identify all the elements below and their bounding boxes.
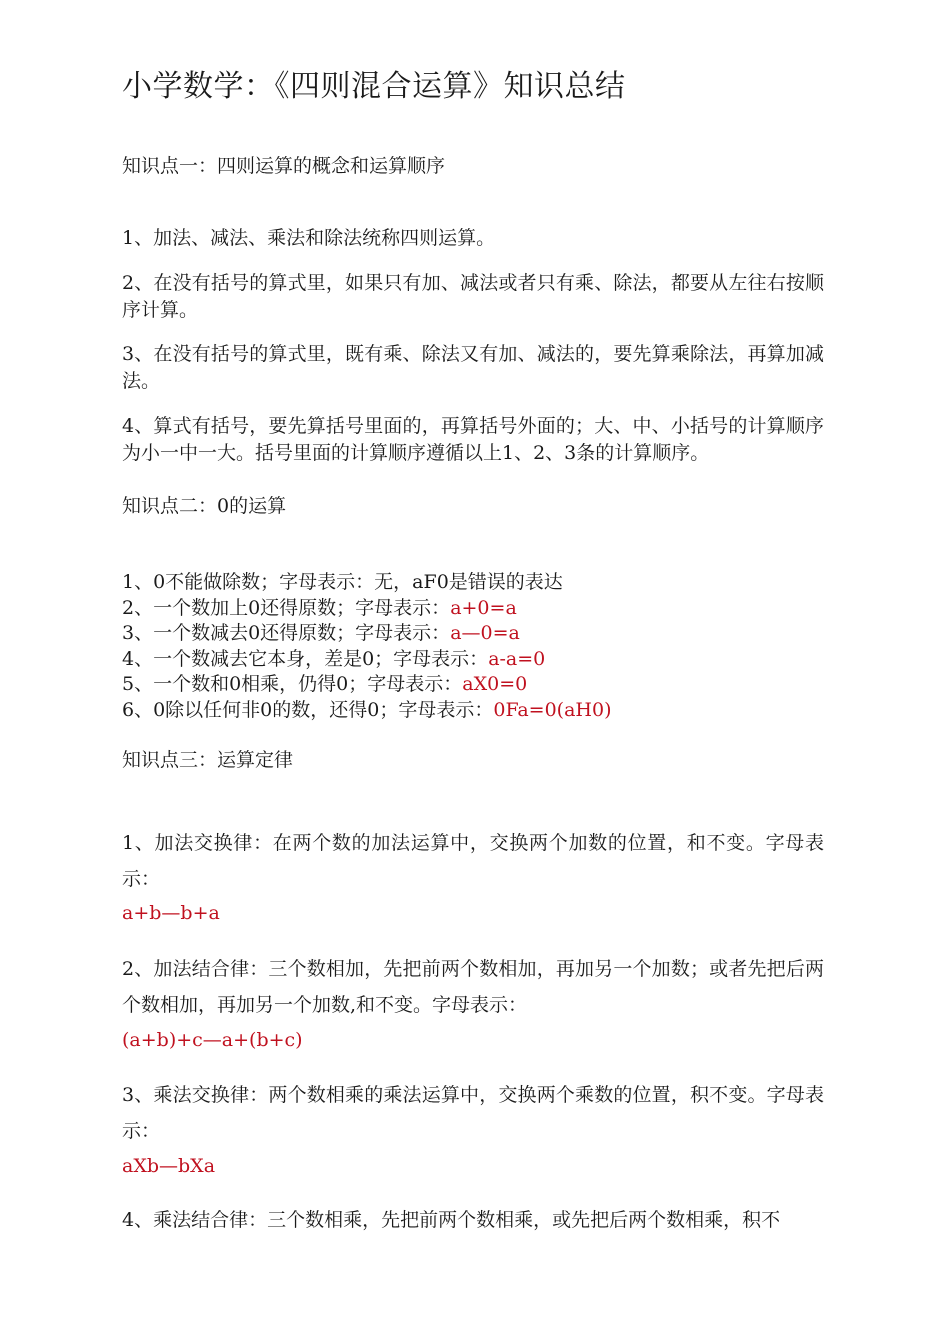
section3-item-2-formula: (a+b)+c—a+(b+c) <box>122 1029 303 1051</box>
section-heading-3: 知识点三：运算定律 <box>122 749 294 771</box>
section3-item-3-formula: aXb—bXa <box>122 1155 216 1177</box>
section2-item-1 <box>122 569 563 595</box>
section2-item-2 <box>122 595 517 621</box>
item-formula: a—0=a <box>450 622 520 644</box>
item-text: 4、一个数减去它本身，差是0；字母表示： <box>122 648 489 670</box>
section1-item-1: 1、加法、减法、乘法和除法统称四则运算。 <box>122 227 496 249</box>
page-title: 小学数学：《四则混合运算》知识总结 <box>122 69 626 104</box>
section3-item-1-text: 1、加法交换律：在两个数的加法运算中，交换两个加数的位置，和不变。字母表示： <box>122 832 824 890</box>
item-formula: a+0=a <box>450 597 517 619</box>
section-heading-2: 知识点二：0的运算 <box>122 495 287 517</box>
section3-item-3-text: 3、乘法交换律：两个数相乘的乘法运算中，交换两个乘数的位置，积不变。字母表示： <box>122 1084 824 1142</box>
item-text: 1、0不能做除数；字母表示：无，aF0是错误的表达 <box>122 571 563 593</box>
section2-item-4 <box>122 646 545 672</box>
item-formula: aX0=0 <box>462 673 528 695</box>
item-formula: 0Fa=0(aH0) <box>493 699 612 721</box>
section1-item-4: 4、算式有括号，要先算括号里面的，再算括号外面的；大、中、小括号的计算顺序为小一中一大。括号里面的计算顺序遵循以上1、2、3条的计算顺序。 <box>122 415 824 464</box>
section1-item-3: 3、在没有括号的算式里，既有乘、除法又有加、减法的，要先算乘除法，再算加减法。 <box>122 343 824 392</box>
section3-item-2-text: 2、加法结合律：三个数相加，先把前两个数相加，再加另一个加数；或者先把后两个数相加，再加另一个加数,和不变。字母表示： <box>122 958 824 1016</box>
section1-item-2: 2、在没有括号的算式里，如果只有加、减法或者只有乘、除法，都要从左往右按顺序计算。 <box>122 272 824 321</box>
section3-item-4-text: 4、乘法结合律：三个数相乘，先把前两个数相乘，或先把后两个数相乘，积不 <box>122 1209 781 1231</box>
item-text: 3、一个数减去0还得原数；字母表示： <box>122 622 451 644</box>
section-heading-1: 知识点一：四则运算的概念和运算顺序 <box>122 155 446 177</box>
item-formula: a-a=0 <box>488 648 546 670</box>
section2-item-6 <box>122 697 612 723</box>
section2-item-5 <box>122 671 527 697</box>
section3-item-1-formula: a+b—b+a <box>122 902 220 924</box>
item-text: 6、0除以任何非0的数，还得0；字母表示： <box>122 699 494 721</box>
item-text: 5、一个数和0相乘，仍得0；字母表示： <box>122 673 463 695</box>
section2-item-3 <box>122 620 520 646</box>
item-text: 2、一个数加上0还得原数；字母表示： <box>122 597 451 619</box>
